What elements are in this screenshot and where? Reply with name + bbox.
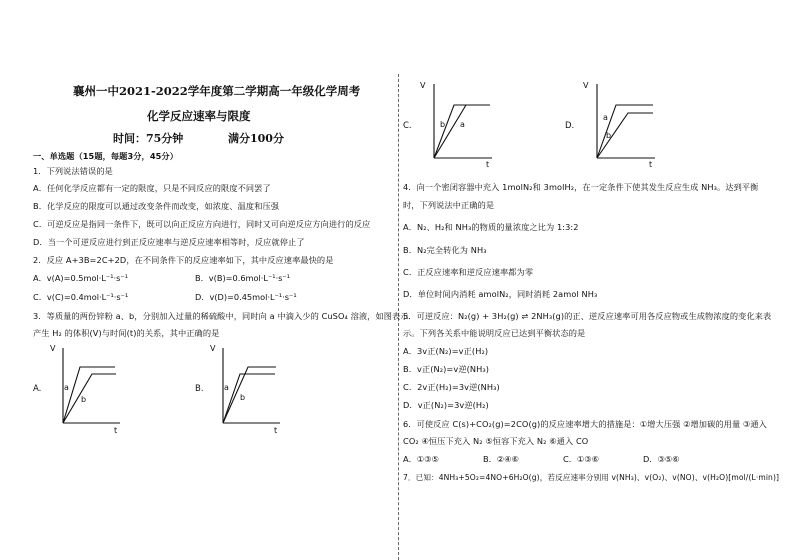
q5-stem-line1: 5．可逆反应：N₂(g) + 3H₂(g) ⇌ 2NH₃(g)的正、逆反应速率可用各反应物或生成物浓度的变化来表 xyxy=(403,311,772,321)
q3-graph-a xyxy=(50,340,125,435)
q4-option-c: C．正反应速率和逆反应速率都为零 xyxy=(403,267,534,277)
graph-b-curve-a xyxy=(223,374,275,423)
graph-c-label-b: b xyxy=(440,120,446,129)
q1-stem: 1．下列说法错误的是 xyxy=(33,166,113,176)
graph-a-v-label: V xyxy=(50,344,56,353)
graph-c-label-a: a xyxy=(460,120,465,129)
q3-option-d-label: D. xyxy=(565,121,575,131)
q3-graph-c xyxy=(420,78,500,173)
q7-stem: 7．已知：4NH₃+5O₂=4NO+6H₂O(g)，若反应速率分别用 v(NH₃)、v(O₂)、v(NO)、v(H₂O)[mol/(L·min)] xyxy=(403,473,780,482)
q3-graph-b xyxy=(210,340,285,435)
graph-d-t-label: t xyxy=(649,160,653,169)
graph-b-v-label: V xyxy=(210,344,216,353)
graph-b-curve-b xyxy=(223,367,276,423)
q3-option-a-label: A. xyxy=(33,384,42,394)
exam-header-title: 襄州一中2021-2022学年度第二学期高一年级化学周考 xyxy=(73,84,361,98)
q4-stem-line1: 4．向一个密闭容器中充入 1molN₂和 3molH₂，在一定条件下使其发生反应生成 NH₃。达到平衡 xyxy=(403,182,759,192)
q6-stem-line1: 6．可使反应 C(s)+CO₂(g)=2CO(g)的反应速率增大的措施是：①增大压强 ②增加碳的用量 ③通入 xyxy=(403,419,767,429)
graph-d-v-label: V xyxy=(583,81,589,90)
q4-option-a: A．N₂、H₂和 NH₃的物质的量浓度之比为 1:3:2 xyxy=(403,222,579,232)
graph-a-t-label: t xyxy=(114,426,118,435)
q3-stem-line2: 产生 H₂ 的体积(V)与时间(t)的关系，其中正确的是 xyxy=(33,328,220,338)
graph-b-label-a: a xyxy=(224,383,229,392)
q6-option-a: A．①③⑤ xyxy=(403,454,439,464)
graph-a-label-a: a xyxy=(64,383,69,392)
q5-option-b: B．v正(N₂)=v逆(NH₃) xyxy=(403,364,490,374)
q3-graph-d xyxy=(583,78,663,173)
graph-d-label-b: b xyxy=(606,131,612,140)
q2-option-b: B．v(B)=0.6mol·L⁻¹·s⁻¹ xyxy=(195,273,291,283)
q5-option-d: D．v正(N₂)=3v逆(H₂) xyxy=(403,400,489,410)
q6-option-b: B．②④⑥ xyxy=(483,454,519,464)
q4-option-d: D．单位时间内消耗 amolN₂，同时消耗 2amol NH₃ xyxy=(403,289,598,299)
graph-c-v-label: V xyxy=(420,81,426,90)
graph-b-t-label: t xyxy=(274,426,278,435)
graph-a-label-b: b xyxy=(81,395,87,404)
q1-option-d: D．当一个可逆反应进行到正反应速率与逆反应速率相等时，反应就停止了 xyxy=(33,237,305,247)
q1-option-a: A．任何化学反应都有一定的限度，只是不同反应的限度不同罢了 xyxy=(33,183,271,193)
graph-a-curve-a xyxy=(63,367,115,423)
graph-d-label-a: a xyxy=(603,113,608,122)
q3-stem-line1: 3．等质量的两份锌粉 a、b，分别加入过量的稀硫酸中，同时向 a 中滴入少的 CuSO₄ 溶液，如图表示 xyxy=(33,311,409,321)
q1-option-c: C．可逆反应是指同一条件下，既可以向正反应方向进行，同时又可向逆反应方向进行的反应 xyxy=(33,219,371,229)
q2-option-a: A．v(A)=0.5mol·L⁻¹·s⁻¹ xyxy=(33,273,129,283)
q3-option-c-label: C. xyxy=(403,121,412,131)
q6-option-d: D．③⑤⑥ xyxy=(643,454,680,464)
section-heading: 一、单选题（15题，每题3分，45分） xyxy=(33,151,179,161)
graph-b-label-b: b xyxy=(240,393,246,402)
q5-option-c: C．2v正(H₂)=3v逆(NH₃) xyxy=(403,382,500,392)
time-label: 时间：75分钟 xyxy=(113,132,184,145)
q2-stem: 2．反应 A+3B=2C+2D，在不同条件下的反应速率如下，其中反应速率最快的是 xyxy=(33,255,334,265)
exam-subtitle: 化学反应速率与限度 xyxy=(147,109,251,123)
q2-option-c: C．v(C)=0.4mol·L⁻¹·s⁻¹ xyxy=(33,292,129,302)
q2-option-d: D．v(D)=0.45mol·L⁻¹·s⁻¹ xyxy=(195,292,297,302)
right-column xyxy=(400,0,794,560)
q3-option-b-label: B. xyxy=(195,384,204,394)
q4-option-b: B．N₂完全转化为 NH₃ xyxy=(403,245,487,255)
q5-stem-line2: 示。下列各关系中能说明反应已达到平衡状态的是 xyxy=(403,328,586,338)
graph-c-curve-a xyxy=(434,105,466,158)
score-label: 满分100分 xyxy=(228,132,284,145)
q4-stem-line2: 时，下列说法中正确的是 xyxy=(403,200,495,210)
q6-stem-line2: CO₂ ④恒压下充入 N₂ ⑤恒容下充入 N₂ ⑥通入 CO xyxy=(403,436,589,446)
q1-option-b: B．化学反应的限度可以通过改变条件而改变，如浓度、温度和压强 xyxy=(33,201,280,211)
graph-c-curve-b xyxy=(434,105,490,158)
q6-option-c: C．①③⑥ xyxy=(563,454,599,464)
q5-option-a: A．3v正(N₂)=v正(H₂) xyxy=(403,346,489,356)
graph-c-t-label: t xyxy=(486,160,490,169)
